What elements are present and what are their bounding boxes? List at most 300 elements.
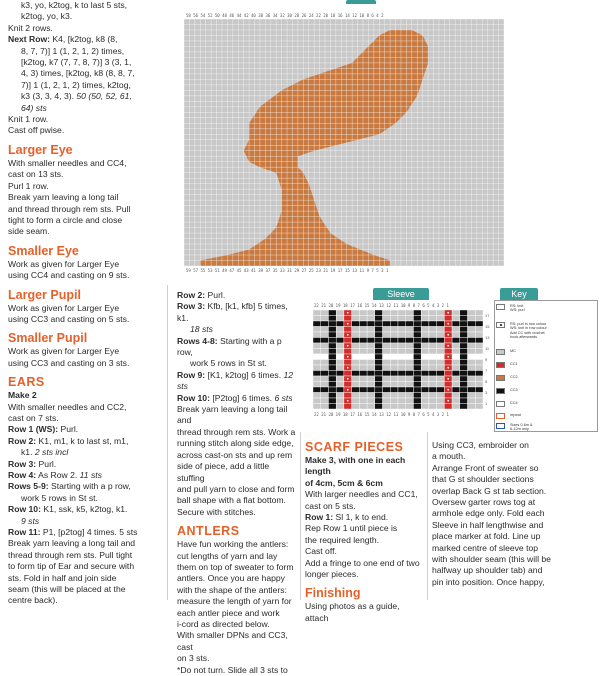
sleeve-cell xyxy=(452,371,460,377)
sleeve-cell xyxy=(375,343,383,349)
sleeve-cell xyxy=(367,387,375,393)
sleeve-cell xyxy=(336,354,344,360)
text-line: work 5 rows in St st. xyxy=(21,492,98,503)
text-line: Cast off pwise. xyxy=(8,125,65,136)
sleeve-cell xyxy=(413,354,421,360)
sleeve-cell xyxy=(321,360,329,366)
sleeve-cell xyxy=(390,382,398,388)
text-line: cast on 13 sts. xyxy=(8,169,64,180)
sleeve-cell xyxy=(460,321,468,327)
text-line: cut lengths of yarn and lay xyxy=(177,550,278,561)
sleeve-cell xyxy=(468,338,476,344)
sleeve-cell xyxy=(429,338,437,344)
sleeve-cell xyxy=(437,343,445,349)
sleeve-cell xyxy=(352,321,360,327)
sleeve-cell xyxy=(421,316,429,322)
sleeve-cell xyxy=(359,398,367,404)
sleeve-cell xyxy=(321,365,329,371)
sleeve-cell xyxy=(344,338,352,344)
sleeve-cell xyxy=(390,398,398,404)
sleeve-cell xyxy=(383,376,391,382)
text-line: [k2tog, k7 (7, 7, 8, 7)] 3 (3, 1, xyxy=(21,57,132,68)
sleeve-cell xyxy=(344,371,352,377)
sleeve-cell xyxy=(421,376,429,382)
sleeve-cell xyxy=(359,310,367,316)
sleeve-cell xyxy=(313,393,321,399)
sleeve-cell xyxy=(367,343,375,349)
sleeve-cell xyxy=(352,376,360,382)
sleeve-cell xyxy=(383,365,391,371)
sleeve-cell xyxy=(460,382,468,388)
sleeve-cell xyxy=(398,382,406,388)
sleeve-cell xyxy=(390,316,398,322)
sleeve-cell xyxy=(421,387,429,393)
row-instruction: Row 10: [P2tog] 6 times. 6 sts xyxy=(177,392,293,403)
sleeve-cell xyxy=(383,404,391,410)
stitch-dot xyxy=(447,378,449,380)
sleeve-cell xyxy=(352,398,360,404)
key-item: Sizes 0-6m & 6-12m only xyxy=(510,423,533,432)
sleeve-cell xyxy=(429,371,437,377)
key-item: CC1 xyxy=(510,362,518,366)
sleeve-cell xyxy=(475,310,483,316)
sleeve-cell xyxy=(328,316,336,322)
sleeve-cell xyxy=(413,376,421,382)
main-chart-tab xyxy=(346,0,376,4)
sleeve-cell xyxy=(398,327,406,333)
sleeve-cell xyxy=(313,376,321,382)
stitch-dot xyxy=(447,345,449,347)
sleeve-cell xyxy=(336,387,344,393)
sleeve-cell xyxy=(429,360,437,366)
sleeve-cell xyxy=(398,371,406,377)
sleeve-cell xyxy=(429,354,437,360)
sleeve-cell xyxy=(313,338,321,344)
sleeve-cell xyxy=(336,376,344,382)
sleeve-cell xyxy=(468,365,476,371)
stitch-dot xyxy=(347,334,349,336)
sleeve-cell xyxy=(390,327,398,333)
sleeve-cell xyxy=(444,393,452,399)
sleeve-cell xyxy=(475,382,483,388)
sleeve-cell xyxy=(437,349,445,355)
sleeve-cell xyxy=(367,316,375,322)
sleeve-cell xyxy=(413,387,421,393)
sleeve-cell xyxy=(344,327,352,333)
sleeve-cell xyxy=(367,398,375,404)
sleeve-cell xyxy=(352,310,360,316)
sleeve-cell xyxy=(413,321,421,327)
row-instruction: Row 3: Kfb, [k1, kfb] 5 times, k1. xyxy=(177,301,288,323)
key-item: CC4 xyxy=(510,401,518,405)
sleeve-cell xyxy=(398,332,406,338)
sleeve-cell xyxy=(336,316,344,322)
sleeve-cell xyxy=(421,404,429,410)
sleeve-cell xyxy=(452,393,460,399)
sleeve-cell xyxy=(313,310,321,316)
sleeve-cell xyxy=(475,343,483,349)
text-line: using CC3 and casting on 3 sts. xyxy=(8,357,130,368)
sleeve-cell xyxy=(359,332,367,338)
sleeve-cell xyxy=(367,338,375,344)
sleeve-cell xyxy=(390,387,398,393)
sleeve-cell xyxy=(468,310,476,316)
sleeve-cell xyxy=(413,393,421,399)
sleeve-cell xyxy=(352,338,360,344)
text-line: tight to form a circle and close xyxy=(8,214,123,225)
key-item: RS: purl in row colour WS: knit in row colour Add CC with crochet hook afterwards xyxy=(510,322,547,340)
sleeve-cell xyxy=(352,332,360,338)
sleeve-cell xyxy=(475,332,483,338)
sleeve-cell xyxy=(437,398,445,404)
text-line: on 3 sts. xyxy=(177,653,210,664)
main-chart-bottom-numbers: 59 57 55 53 51 49 47 45 43 41 39 37 35 33 31 29 27 25 23 21 19 17 15 13 11 9 7 5 3 1 xyxy=(186,268,389,273)
sleeve-cell xyxy=(475,321,483,327)
text-line: Arrange Front of sweater so xyxy=(432,462,539,473)
text-line: Cast off. xyxy=(305,546,337,557)
text-line: running stitch along side edge, xyxy=(177,438,294,449)
text-line: a mouth. xyxy=(432,451,466,462)
text-line: Work as given for Larger Eye xyxy=(8,346,120,357)
text-line: each antler piece and work xyxy=(177,607,280,618)
text-line: halfway up shoulder tab) and xyxy=(432,565,543,576)
sleeve-cell xyxy=(406,360,414,366)
text-line: Add a fringe to one end of two xyxy=(305,557,420,568)
sleeve-cell xyxy=(437,376,445,382)
text-line: Work as given for Larger Eye xyxy=(8,258,120,269)
text-line: that G st shoulder sections xyxy=(432,474,534,485)
text-line: the required length. xyxy=(305,534,380,545)
pattern-column-4 xyxy=(432,440,597,588)
text-line: With smaller needles and CC4, xyxy=(8,157,127,168)
sleeve-cell xyxy=(383,354,391,360)
sleeve-cell xyxy=(344,349,352,355)
stitch-dot xyxy=(447,312,449,314)
sleeve-cell xyxy=(468,382,476,388)
sleeve-cell xyxy=(452,365,460,371)
stitch-dot xyxy=(447,356,449,358)
sleeve-cell xyxy=(359,349,367,355)
sleeve-cell xyxy=(328,338,336,344)
sleeve-cell xyxy=(328,360,336,366)
sleeve-cell xyxy=(344,360,352,366)
sleeve-cell xyxy=(444,404,452,410)
sleeve-cell xyxy=(375,354,383,360)
sleeve-cell xyxy=(406,343,414,349)
text-line: Work as given for Larger Eye xyxy=(8,302,120,313)
sleeve-cell xyxy=(406,321,414,327)
sleeve-cell xyxy=(352,404,360,410)
sleeve-cell xyxy=(367,321,375,327)
sleeve-cell xyxy=(429,343,437,349)
sleeve-cell xyxy=(452,376,460,382)
text-line: 18 sts xyxy=(190,324,213,335)
sleeve-cell xyxy=(406,398,414,404)
sleeve-cell xyxy=(328,327,336,333)
sleeve-cell xyxy=(367,382,375,388)
sleeve-cell xyxy=(359,327,367,333)
sleeve-cell xyxy=(359,387,367,393)
sleeve-cell xyxy=(452,327,460,333)
sleeve-cell xyxy=(398,349,406,355)
key-border xyxy=(494,300,598,432)
sleeve-cell xyxy=(383,393,391,399)
sleeve-cell xyxy=(398,360,406,366)
sleeve-cell xyxy=(437,332,445,338)
sleeve-cell xyxy=(313,382,321,388)
sleeve-cell xyxy=(390,371,398,377)
sleeve-cell xyxy=(406,349,414,355)
sleeve-cell xyxy=(437,360,445,366)
sleeve-cell xyxy=(468,321,476,327)
sleeve-cell xyxy=(390,343,398,349)
sleeve-cell xyxy=(421,332,429,338)
sleeve-cell xyxy=(344,393,352,399)
sleeve-cell xyxy=(390,354,398,360)
sleeve-cell xyxy=(313,387,321,393)
sleeve-cell xyxy=(475,349,483,355)
text-line: antlers. Once you are happy xyxy=(177,573,285,584)
sleeve-cell xyxy=(429,349,437,355)
text-line: across cast-on sts and up rem xyxy=(177,449,293,460)
text-line: Sleeve in half lengthwise and xyxy=(432,519,544,530)
sleeve-cell xyxy=(460,354,468,360)
sleeve-cell xyxy=(421,338,429,344)
sleeve-cell xyxy=(375,398,383,404)
sleeve-cell xyxy=(352,316,360,322)
sleeve-cell xyxy=(444,338,452,344)
sleeve-cell xyxy=(359,376,367,382)
sleeve-cell xyxy=(468,404,476,410)
sleeve-cell xyxy=(313,321,321,327)
sleeve-cell xyxy=(321,321,329,327)
text-line: 64) sts xyxy=(21,102,47,113)
sleeve-cell xyxy=(452,382,460,388)
sleeve-cell xyxy=(321,338,329,344)
sleeve-cell xyxy=(383,382,391,388)
sleeve-cell xyxy=(429,327,437,333)
sleeve-cell xyxy=(375,310,383,316)
text-line: 7)] 1 (1, 2, 1, 2) times, k2tog, xyxy=(21,79,131,90)
sleeve-cell xyxy=(475,360,483,366)
sleeve-cell xyxy=(375,371,383,377)
sleeve-cell xyxy=(452,404,460,410)
sleeve-cell xyxy=(460,338,468,344)
sleeve-cell xyxy=(321,382,329,388)
sleeve-cell xyxy=(336,332,344,338)
sleeve-cell xyxy=(344,382,352,388)
sleeve-cell xyxy=(444,327,452,333)
sleeve-cell xyxy=(452,332,460,338)
sleeve-cell xyxy=(421,371,429,377)
sleeve-cell xyxy=(460,393,468,399)
sleeve-cell xyxy=(321,354,329,360)
text-line: overlap Back G st tab section. xyxy=(432,485,547,496)
sleeve-cell xyxy=(398,316,406,322)
sleeve-cell xyxy=(437,393,445,399)
sleeve-cell xyxy=(437,327,445,333)
sleeve-cell xyxy=(421,349,429,355)
text-line: With smaller needles and CC2, xyxy=(8,401,127,412)
stitch-dot xyxy=(447,367,449,369)
sleeve-cell xyxy=(336,321,344,327)
stitch-dot xyxy=(447,389,449,391)
text-line: armhole edge only. Fold each xyxy=(432,508,545,519)
sleeve-cell xyxy=(429,310,437,316)
text-line: side seam. xyxy=(8,226,50,237)
pattern-column-3 xyxy=(305,440,425,624)
sleeve-cell xyxy=(460,376,468,382)
stitch-dot xyxy=(447,323,449,325)
stitch-dot xyxy=(347,323,349,325)
make-count: of 4cm, 5cm & 6cm xyxy=(305,477,383,488)
make-count: Make 2 xyxy=(8,390,37,401)
sleeve-cell xyxy=(421,365,429,371)
sleeve-cell xyxy=(406,327,414,333)
sleeve-cell xyxy=(383,316,391,322)
sleeve-cell xyxy=(359,371,367,377)
sleeve-cell xyxy=(452,398,460,404)
sleeve-cell xyxy=(359,393,367,399)
sleeve-cell xyxy=(406,371,414,377)
sleeve-cell xyxy=(468,371,476,377)
row-instruction: Row 11: P1, [p2tog] 4 times. 5 sts xyxy=(8,527,138,538)
sleeve-cell xyxy=(398,387,406,393)
key-item: MC xyxy=(510,349,516,353)
sleeve-cell xyxy=(321,398,329,404)
text-line: Have fun working the antlers: xyxy=(177,539,289,550)
sleeve-cell xyxy=(383,349,391,355)
sleeve-cell xyxy=(437,365,445,371)
text-line: thread through rem sts. Work a xyxy=(177,426,296,437)
sleeve-cell xyxy=(359,316,367,322)
sleeve-cell xyxy=(313,332,321,338)
sleeve-cell xyxy=(375,332,383,338)
stitch-dot xyxy=(347,345,349,347)
row-instruction: Row 9: [K1, k2tog] 6 times. 12 sts xyxy=(177,369,294,392)
sleeve-cell xyxy=(421,343,429,349)
sleeve-cell xyxy=(383,360,391,366)
sleeve-cell xyxy=(383,338,391,344)
sleeve-cell xyxy=(437,387,445,393)
row-label: Next Row: xyxy=(8,34,51,45)
sleeve-cell xyxy=(321,332,329,338)
sleeve-cell xyxy=(444,371,452,377)
make-count: Make 3, with one in each length xyxy=(305,455,406,477)
text-line: using CC4 and casting on 9 sts. xyxy=(8,270,130,281)
text-line: centre back). xyxy=(8,595,58,606)
sleeve-cell xyxy=(398,338,406,344)
text-line: Purl 1 row. xyxy=(8,180,49,191)
sleeve-cell xyxy=(413,310,421,316)
sleeve-cell xyxy=(336,404,344,410)
sleeve-cell xyxy=(359,338,367,344)
sleeve-cell xyxy=(344,316,352,322)
text-line: Break yarn leaving a long tail xyxy=(8,192,119,203)
sleeve-cell xyxy=(328,343,336,349)
sleeve-cell xyxy=(460,398,468,404)
sleeve-cell xyxy=(375,349,383,355)
text-line: Oversew garter rows tog at xyxy=(432,497,536,508)
sleeve-cell xyxy=(328,371,336,377)
sleeve-cell xyxy=(460,404,468,410)
sleeve-cell xyxy=(406,316,414,322)
sleeve-cell xyxy=(398,376,406,382)
sleeve-cell xyxy=(452,316,460,322)
section-heading-scarf-pieces: SCARF PIECES xyxy=(305,440,404,454)
sleeve-cell xyxy=(398,365,406,371)
sleeve-cell xyxy=(468,354,476,360)
sleeve-cell xyxy=(406,387,414,393)
sleeve-cell xyxy=(413,365,421,371)
sleeve-cell xyxy=(367,360,375,366)
text-line: and pull yarn to close and form xyxy=(177,483,295,494)
row-instruction: Rows 5-9: Starting with a p row, xyxy=(8,481,131,492)
sleeve-cell xyxy=(367,349,375,355)
next-row-instruction: Next Row: K4, [k2tog, k8 (8, xyxy=(8,34,118,45)
sleeve-cell xyxy=(406,365,414,371)
sleeve-cell xyxy=(375,376,383,382)
sleeve-cell xyxy=(321,393,329,399)
row-instruction: Row 3: Purl. xyxy=(8,458,57,469)
sleeve-cell xyxy=(359,321,367,327)
sleeve-cell xyxy=(321,404,329,410)
text-line: i-cord as directed below. xyxy=(177,618,270,629)
sleeve-cell xyxy=(452,310,460,316)
key-item: CC3 xyxy=(510,388,518,392)
text-line: Break yarn leaving a long tail and xyxy=(177,404,288,426)
sleeve-cell xyxy=(460,327,468,333)
sleeve-cell xyxy=(383,321,391,327)
sleeve-cell xyxy=(413,371,421,377)
stitch-dot xyxy=(347,356,349,358)
sleeve-cell xyxy=(321,387,329,393)
text-line: Break yarn leaving a long tail and xyxy=(8,538,136,549)
sleeve-cell xyxy=(406,310,414,316)
section-heading-antlers: ANTLERS xyxy=(177,524,240,539)
text-line: With larger needles and CC1, xyxy=(305,489,418,500)
stitch-dot xyxy=(347,312,349,314)
row-instruction: Row 4: As Row 2. 11 sts xyxy=(8,470,102,480)
sleeve-cell xyxy=(413,404,421,410)
sleeve-cell xyxy=(421,327,429,333)
column-divider xyxy=(427,432,428,600)
sleeve-cell xyxy=(390,321,398,327)
text-line: place marker at fold. Line up xyxy=(432,531,541,542)
sleeve-cell xyxy=(367,371,375,377)
sleeve-cell xyxy=(437,321,445,327)
sleeve-cell xyxy=(352,387,360,393)
sleeve-cell xyxy=(452,354,460,360)
sleeve-cell xyxy=(398,343,406,349)
sleeve-cell xyxy=(359,360,367,366)
key-title: Key xyxy=(500,288,538,300)
sleeve-cell xyxy=(429,398,437,404)
sleeve-cell xyxy=(367,310,375,316)
section-heading-ears: EARS xyxy=(8,375,45,390)
section-heading-smaller-pupil: Smaller Pupil xyxy=(8,331,88,346)
sleeve-cell xyxy=(313,371,321,377)
text-line: cast on 7 sts. xyxy=(8,412,59,423)
sleeve-cell xyxy=(444,382,452,388)
text-line: longer pieces. xyxy=(305,569,359,580)
sleeve-cell xyxy=(313,360,321,366)
sleeve-cell xyxy=(413,327,421,333)
sleeve-cell xyxy=(336,360,344,366)
sleeve-cell xyxy=(321,310,329,316)
text-line: Rep Row 1 until piece is xyxy=(305,523,398,534)
sleeve-cell xyxy=(452,321,460,327)
